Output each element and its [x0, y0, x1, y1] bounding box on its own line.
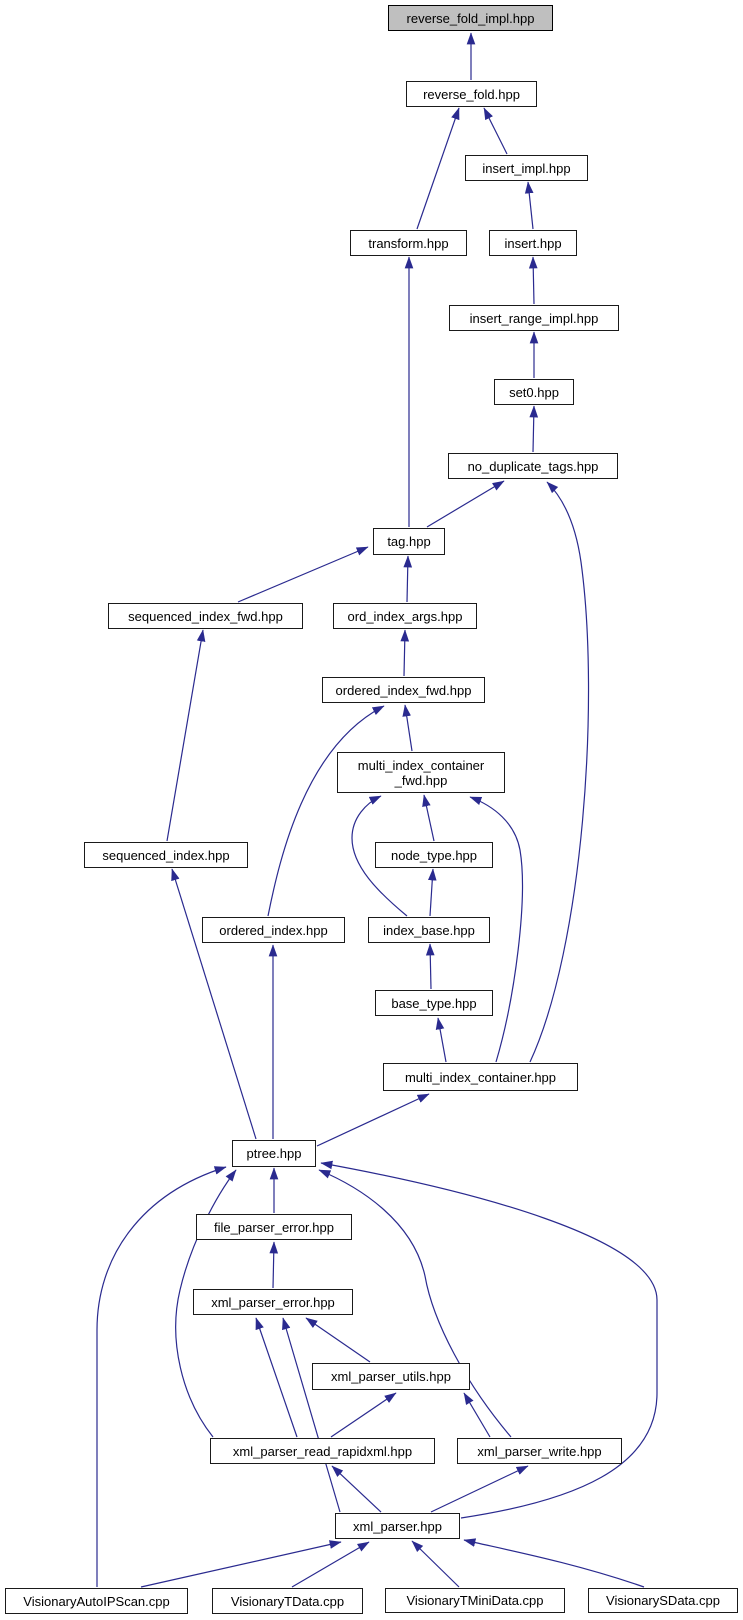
edge-transform-to-reverse_fold — [417, 108, 459, 229]
node-multi_index_container[interactable] — [383, 1063, 578, 1091]
edge-ptree-to-sequenced_index — [172, 869, 256, 1139]
node-label: VisionaryTData.cpp — [230, 1593, 345, 1609]
node-VisionaryTMiniData[interactable] — [385, 1588, 565, 1613]
edge-xml_parser-to-ptree — [321, 1163, 657, 1518]
node-base_type[interactable] — [375, 990, 493, 1016]
edge-node_type-to-multi_index_container_fwd — [424, 795, 434, 841]
edge-xml_parser_error-to-file_parser_error — [273, 1242, 274, 1288]
node-label: ordered_index_fwd.hpp — [335, 682, 472, 698]
node-VisionarySData[interactable] — [588, 1588, 738, 1613]
edge-multi_index_container-to-base_type — [438, 1018, 446, 1062]
edge-index_base-to-node_type — [430, 869, 433, 916]
edge-multi_index_container_fwd-to-ordered_index_fwd — [405, 705, 412, 751]
node-label: file_parser_error.hpp — [214, 1219, 334, 1235]
edge-multi_index_container-to-no_duplicate_tags — [530, 482, 589, 1062]
edge-sequenced_index-to-sequenced_index_fwd — [167, 630, 203, 841]
node-transform[interactable] — [350, 230, 467, 256]
node-ptree[interactable] — [232, 1140, 316, 1167]
node-reverse_fold[interactable] — [406, 81, 537, 107]
node-no_duplicate_tags[interactable] — [448, 453, 618, 479]
node-label: insert_range_impl.hpp — [469, 310, 599, 326]
node-multi_index_container_fwd[interactable] — [337, 752, 505, 793]
node-node_type[interactable] — [375, 842, 493, 868]
node-label: no_duplicate_tags.hpp — [467, 458, 599, 474]
node-label: index_base.hpp — [383, 922, 475, 938]
edge-xml_parser_read_rapidxml-to-xml_parser_utils — [331, 1393, 396, 1437]
edge-insert_range_impl-to-insert — [533, 257, 534, 304]
node-xml_parser_utils[interactable] — [312, 1363, 470, 1390]
node-xml_parser_write[interactable] — [457, 1438, 622, 1464]
node-index_base[interactable] — [368, 917, 490, 943]
node-label: reverse_fold_impl.hpp — [406, 10, 535, 26]
node-label: xml_parser_read_rapidxml.hpp — [232, 1443, 413, 1459]
edge-insert-to-insert_impl — [528, 182, 533, 229]
node-label: set0.hpp — [509, 384, 559, 400]
node-label: VisionarySData.cpp — [606, 1593, 720, 1608]
node-label: node_type.hpp — [390, 847, 478, 863]
edge-ord_index_args-to-tag — [407, 556, 408, 602]
node-label: xml_parser_error.hpp — [211, 1294, 335, 1310]
node-sequenced_index_fwd[interactable] — [108, 603, 303, 629]
node-label: sequenced_index_fwd.hpp — [128, 608, 283, 624]
node-reverse_fold_impl[interactable] — [388, 5, 553, 31]
node-insert_range_impl[interactable] — [449, 305, 619, 331]
node-xml_parser_read_rapidxml[interactable] — [210, 1438, 435, 1464]
node-label: tag.hpp — [387, 534, 431, 549]
edge-ordered_index-to-ordered_index_fwd — [268, 706, 384, 916]
node-label: xml_parser_write.hpp — [477, 1443, 602, 1459]
edge-xml_parser-to-xml_parser_read_rapidxml — [332, 1466, 381, 1512]
node-insert_impl[interactable] — [465, 155, 588, 181]
edge-xml_parser_read_rapidxml-to-xml_parser_error — [256, 1318, 297, 1437]
node-label: multi_index_container.hpp — [404, 1069, 557, 1085]
edge-ptree-to-multi_index_container — [317, 1094, 429, 1146]
node-VisionaryAutoIPScan[interactable] — [5, 1588, 188, 1614]
node-file_parser_error[interactable] — [196, 1214, 352, 1240]
edge-xml_parser-to-xml_parser_error — [283, 1318, 340, 1512]
edge-ordered_index_fwd-to-ord_index_args — [404, 630, 405, 676]
node-VisionaryTData[interactable] — [212, 1588, 363, 1614]
node-set0[interactable] — [494, 379, 574, 405]
edge-xml_parser_utils-to-xml_parser_error — [306, 1318, 370, 1362]
node-label: ord_index_args.hpp — [347, 608, 463, 624]
node-label: _fwd.hpp — [394, 772, 448, 788]
node-sequenced_index[interactable] — [84, 842, 248, 868]
node-label: sequenced_index.hpp — [102, 847, 230, 863]
node-label: xml_parser.hpp — [353, 1518, 442, 1534]
node-ord_index_args[interactable] — [333, 603, 477, 629]
node-ordered_index[interactable] — [202, 917, 345, 943]
node-xml_parser[interactable] — [335, 1513, 460, 1539]
node-label: ptree.hpp — [246, 1146, 302, 1161]
node-label: base_type.hpp — [391, 995, 477, 1011]
node-label: transform.hpp — [368, 235, 449, 251]
node-xml_parser_error[interactable] — [193, 1289, 353, 1315]
edge-xml_parser-to-xml_parser_write — [431, 1466, 528, 1512]
edge-insert_impl-to-reverse_fold — [484, 108, 507, 154]
node-label: VisionaryTMiniData.cpp — [406, 1593, 544, 1608]
edge-VisionaryTMiniData-to-xml_parser — [412, 1541, 459, 1587]
node-label: multi_index_container — [357, 757, 485, 773]
edge-tag-to-no_duplicate_tags — [427, 481, 504, 527]
edge-VisionaryTData-to-xml_parser — [292, 1542, 369, 1587]
node-label: reverse_fold.hpp — [423, 86, 520, 102]
edge-no_duplicate_tags-to-set0 — [533, 406, 534, 452]
node-label: xml_parser_utils.hpp — [331, 1369, 451, 1384]
edge-VisionaryAutoIPScan-to-xml_parser — [141, 1542, 341, 1587]
node-label: ordered_index.hpp — [219, 922, 328, 938]
edge-VisionarySData-to-xml_parser — [464, 1540, 644, 1587]
edge-xml_parser_write-to-xml_parser_utils — [464, 1393, 490, 1437]
node-label: insert.hpp — [504, 235, 562, 251]
edge-sequenced_index_fwd-to-tag — [238, 547, 368, 602]
edge-base_type-to-index_base — [430, 944, 431, 989]
node-ordered_index_fwd[interactable] — [322, 677, 485, 703]
node-label: insert_impl.hpp — [482, 160, 571, 176]
node-tag[interactable] — [373, 528, 445, 555]
node-label: VisionaryAutoIPScan.cpp — [23, 1593, 170, 1609]
node-insert[interactable] — [489, 230, 577, 256]
